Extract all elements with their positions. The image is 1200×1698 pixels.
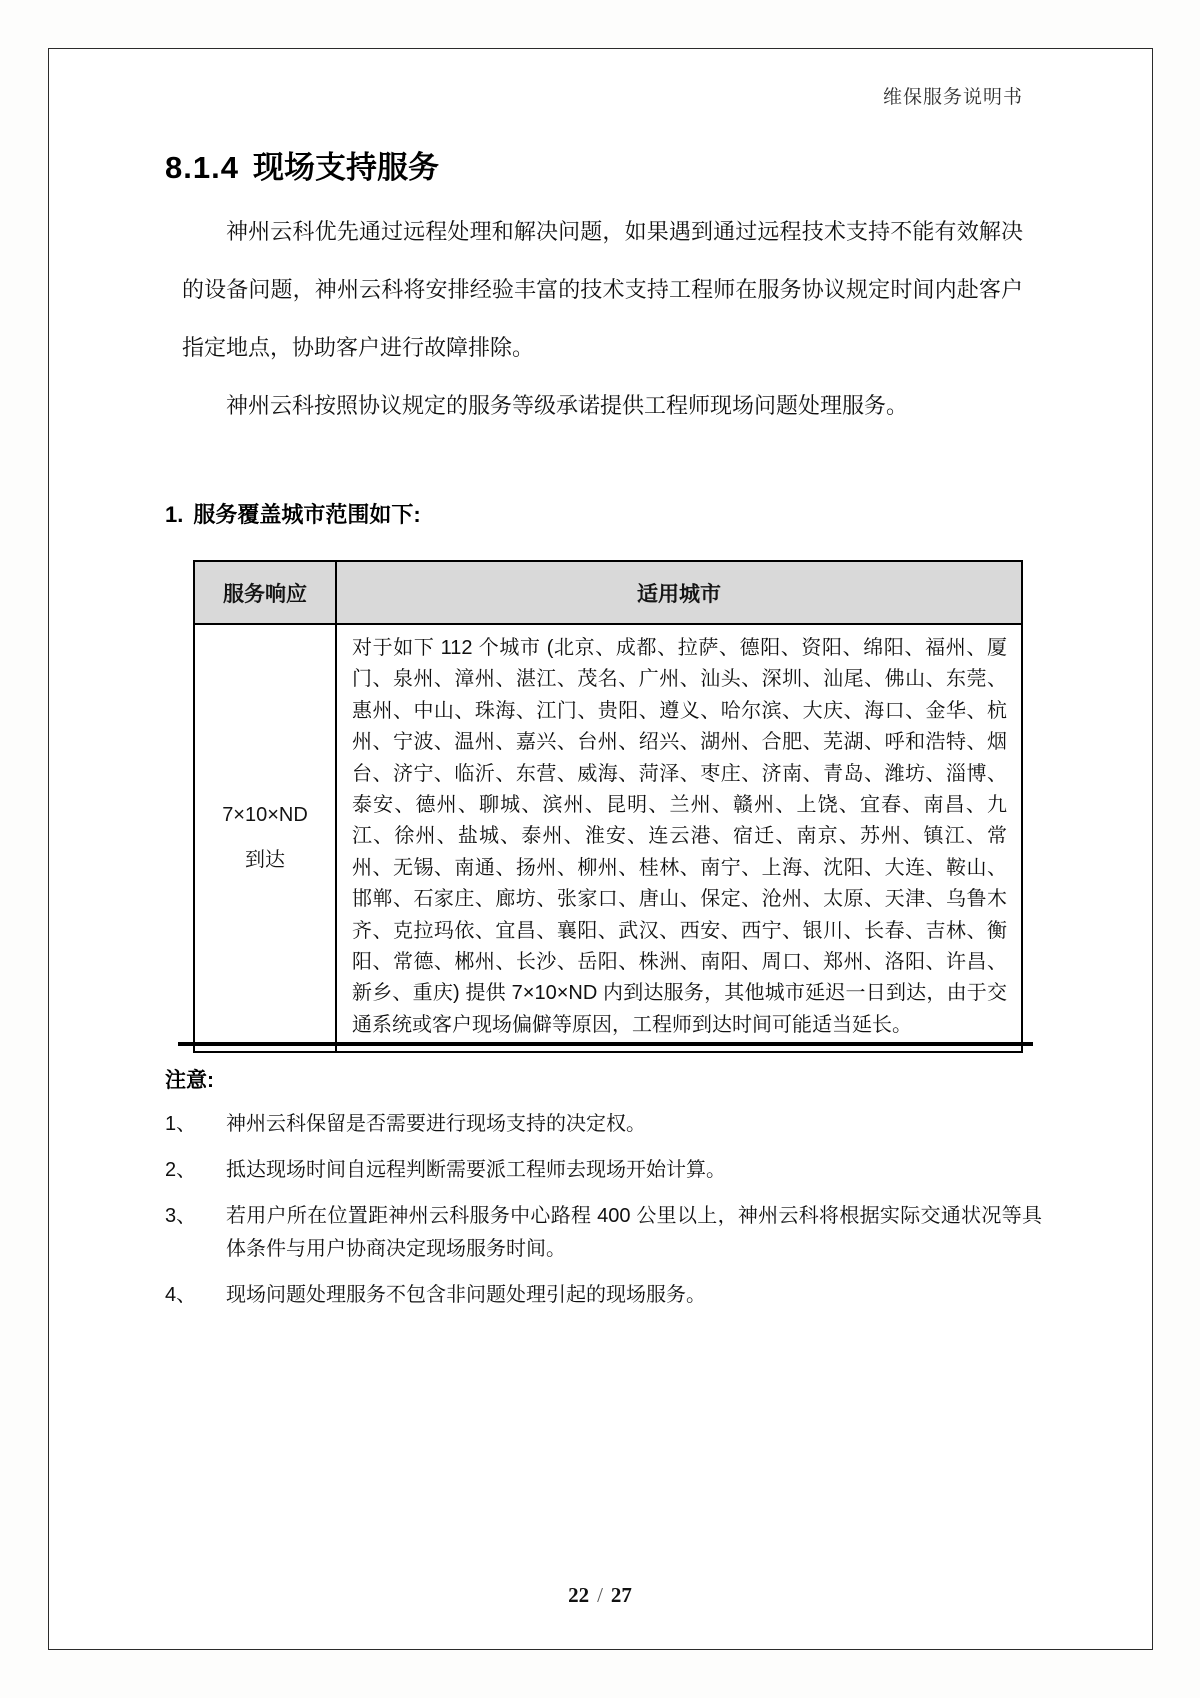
note-4-number: 4、	[165, 1284, 197, 1306]
note-item-1	[165, 1108, 1042, 1141]
subheading-city-coverage	[165, 498, 421, 529]
notes-label: 注意:	[165, 1069, 214, 1092]
section-title: 现场支持服务	[252, 150, 439, 185]
table-header-service-response: 服务响应	[195, 562, 337, 623]
notes-divider-rule	[178, 1042, 1033, 1046]
note-3-number: 3、	[165, 1205, 197, 1227]
response-arrival: 到达	[245, 849, 285, 872]
note-3-text: 若用户所在位置距神州云科服务中心路程 400 公里以上，神州云科将根据实际交通状况等具体条件与用户协商决定现场服务时间。	[226, 1205, 1042, 1260]
section-number: 8.1.4	[165, 150, 239, 185]
subheading-text: 服务覆盖城市范围如下:	[193, 502, 421, 527]
table-header-row	[195, 562, 1021, 625]
note-item-2	[165, 1154, 1042, 1187]
page-separator: /	[597, 1583, 603, 1607]
service-coverage-table	[193, 560, 1023, 1053]
document-header-title: 维保服务说明书	[882, 87, 1023, 108]
note-2-number: 2、	[165, 1159, 197, 1181]
subheading-number: 1.	[165, 502, 184, 527]
note-4-text: 现场问题处理服务不包含非问题处理引起的现场服务。	[226, 1284, 706, 1306]
table-row	[195, 625, 1021, 1051]
note-item-4	[165, 1279, 1042, 1312]
note-item-3	[165, 1200, 1042, 1266]
current-page-number: 22	[568, 1583, 590, 1607]
total-page-number: 27	[610, 1583, 632, 1607]
note-2-text: 抵达现场时间自远程判断需要派工程师去现场开始计算。	[226, 1159, 726, 1181]
note-1-number: 1、	[165, 1113, 197, 1135]
notes-list	[165, 1108, 1042, 1325]
cell-city-list: 对于如下 112 个城市 (北京、成都、拉萨、德阳、资阳、绵阳、福州、厦门、泉州、漳州、湛江、茂名、广州、汕头、深圳、汕尾、佛山、东莞、惠州、中山、珠海、江门、贵阳、遵义、哈尔滨、大庆、海口、金华、杭州、宁波、温州、嘉兴、台州、绍兴、湖州、合肥、芜湖、呼和浩特、烟台、济宁、临沂、东营、威海、菏泽、枣庄、济南、青岛、潍坊、淄博、泰安、德州、聊城、滨州、昆明、兰州、赣州、上饶、宜春、南昌、九江、徐州、盐城、泰州、淮安、连云港、宿迁、南京、苏州、镇江、常州、无锡、南通、扬州、柳州、桂林、南宁、上海、沈阳、大连、鞍山、邯郸、石家庄、廊坊、张家口、唐山、保定、沧州、太原、天津、乌鲁木齐、克拉玛依、宜昌、襄阳、武汉、西安、西宁、银川、长春、吉林、衡阳、常德、郴州、长沙、岳阳、株洲、南阳、周口、郑州、洛阳、许昌、新乡、重庆) 提供 7×10×ND 内到达服务，其他城市延迟一日到达，由于交通系统或客户现场偏僻等原因，工程师到达时间可能适当延长。	[352, 637, 1007, 1036]
page-footer	[0, 1583, 1200, 1608]
note-1-text: 神州云科保留是否需要进行现场支持的决定权。	[226, 1113, 646, 1135]
table-header-applicable-cities: 适用城市	[637, 582, 721, 606]
paragraph-service-level: 神州云科按照协议规定的服务等级承诺提供工程师现场问题处理服务。	[226, 393, 909, 418]
section-heading	[165, 142, 439, 187]
cell-service-response	[195, 625, 337, 1051]
response-sla: 7×10×ND	[222, 804, 308, 827]
paragraph-remote-support: 神州云科优先通过远程处理和解决问题，如果遇到通过远程技术支持不能有效解决的设备问题，神州云科将安排经验丰富的技术支持工程师在服务协议规定时间内赴客户指定地点，协助客户进行故障排除。	[182, 219, 1023, 360]
